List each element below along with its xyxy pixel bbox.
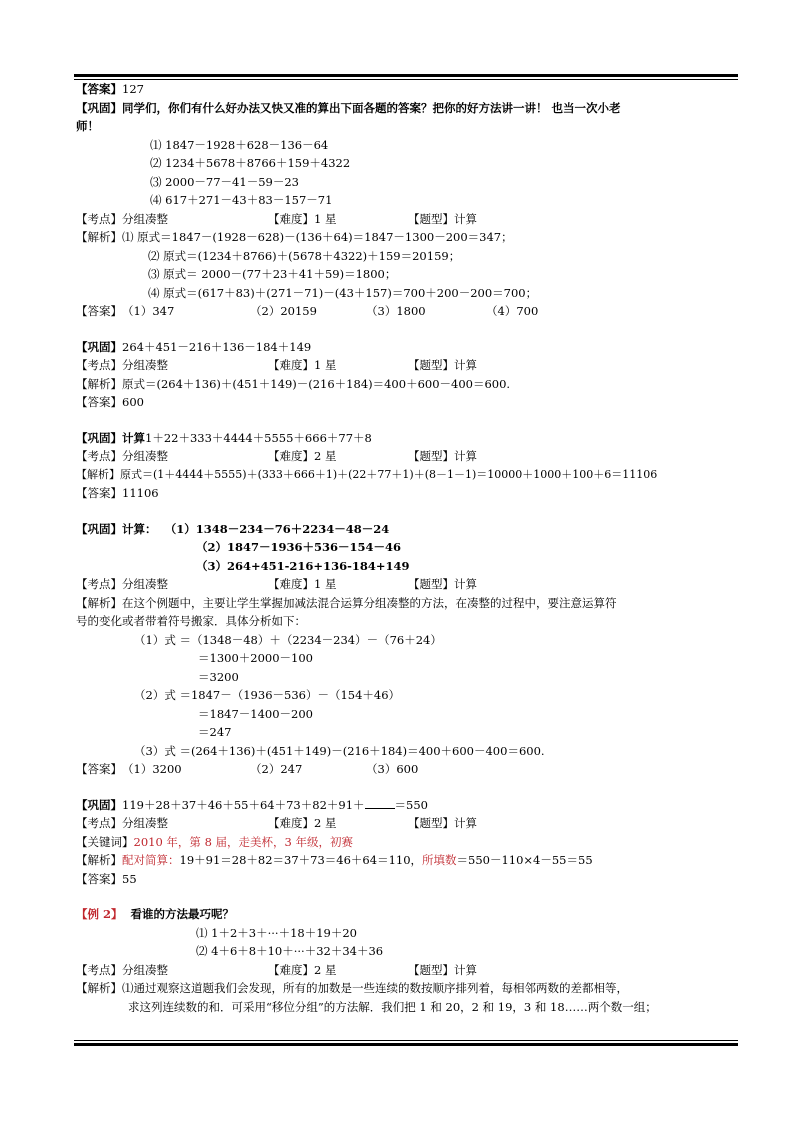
b1-item-3: ⑶ 2000－77－41－59－23 (150, 174, 299, 189)
b4-meta: 【考点】分组凑整 【难度】1 星 【题型】计算 (76, 577, 477, 591)
b5-solution: 【解析】配对简算：19＋91＝28＋82＝37＋73＝46＋64＝110，所填数＝550－110×4－55＝55 (76, 853, 593, 867)
b4-solution-intro-1: 【解析】在这个例题中，主要让学生掌握加减法混合运算分组凑整的方法，在凑整的过程中，要注意运算符 (76, 595, 617, 610)
b1-item-2: ⑵ 1234＋5678＋8766＋159＋4322 (150, 156, 351, 170)
ex2-solution-2: 求这列连续数的和．可采用“移位分组”的方法解．我们把 1 和 20，2 和 19，3 和 18……两个数一组； (128, 999, 657, 1014)
b4-answers: 【答案】（1）3200 （2）247 （3）600 (76, 762, 419, 776)
b1-item-4: ⑷ 617＋271－43＋83－157－71 (150, 193, 333, 207)
page-content (76, 80, 742, 1016)
b1-solution-1: 【解析】⑴ 原式＝1847－(1928－628)－(136＋64)＝1847－1300－200＝347； (76, 230, 513, 244)
b1-question-line2: 师！ (76, 119, 99, 133)
ex2-question: 【例 2】 看谁的方法最巧呢？ (76, 907, 235, 921)
b2-question: 【巩固】264＋451－216＋136－184＋149 (76, 339, 312, 354)
b4-item-2: （2）1847－1936＋536－154－46 (196, 540, 402, 554)
b1-solution-2: ⑵ 原式＝(1234＋8766)＋(5678＋4322)＋159＝20159； (148, 248, 461, 263)
b2-meta: 【考点】分组凑整 【难度】1 星 【题型】计算 (76, 358, 477, 372)
top-answer-line: 【答案】127 (76, 82, 144, 96)
header-rule-thick (74, 74, 738, 77)
b1-item-1: ⑴ 1847－1928＋628－136－64 (150, 137, 329, 152)
b3-meta: 【考点】分组凑整 【难度】2 星 【题型】计算 (76, 449, 477, 463)
b4-sol-2b: ＝1847－1400－200 (198, 706, 313, 721)
b1-question-line1: 【巩固】同学们，你们有什么好办法又快又准的算出下面各题的答案？把你的好方法讲一讲！ 也当一次小老 (76, 100, 621, 115)
footer-rule-thick (74, 1043, 738, 1046)
b1-meta: 【考点】分组凑整 【难度】1 星 【题型】计算 (76, 211, 477, 226)
b3-question: 【巩固】计算1＋22＋333＋4444＋5555＋666＋77＋8 (76, 430, 372, 445)
b1-answers: 【答案】（1）347 （2）20159 （3）1800 （4）700 (76, 304, 539, 318)
b5-question: 【巩固】119＋28＋37＋46＋55＋64＋73＋82＋91＋ ＝550 (76, 797, 428, 812)
b4-sol-3: （3）式 ＝(264＋136)＋(451＋149)－(216＋184)＝400＋600－400＝600. (134, 743, 545, 758)
ex2-solution-1: 【解析】⑴通过观察这道题我们会发现，所有的加数是一些连续的数按顺序排列着，每相邻两数的差都相等， (76, 981, 628, 995)
b4-sol-1a: （1）式 ＝（1348－48）＋（2234－234）－（76＋24） (134, 632, 442, 647)
b4-sol-1b: ＝1300＋2000－100 (198, 651, 313, 665)
b4-question: 【巩固】计算： （1）1348－234－76＋2234－48－24 (76, 521, 390, 536)
ex2-item-1: ⑴ 1＋2＋3＋···＋18＋19＋20 (196, 925, 357, 940)
b4-sol-1c: ＝3200 (198, 669, 239, 684)
ex2-item-2: ⑵ 4＋6＋8＋10＋···＋32＋34＋36 (196, 944, 384, 958)
b4-solution-intro-2: 号的变化或者带着符号搬家．具体分析如下： (76, 614, 306, 628)
b5-meta: 【考点】分组凑整 【难度】2 星 【题型】计算 (76, 816, 477, 830)
b3-answer: 【答案】11106 (76, 486, 159, 500)
b1-solution-4: ⑷ 原式＝(617＋83)＋(271－71)－(43＋157)＝700＋200－200＝700； (148, 285, 538, 300)
b4-item-3: （3）264+451-216+136-184+149 (196, 558, 410, 573)
b2-solution: 【解析】原式＝(264＋136)＋(451＋149)－(216＋184)＝400＋600－400＝600. (76, 376, 511, 391)
b4-sol-2a: （2）式 ＝1847－（1936－536）－（154＋46） (134, 688, 401, 702)
b2-answer: 【答案】600 (76, 395, 144, 409)
b1-solution-3: ⑶ 原式＝ 2000－(77＋23＋41＋59)＝1800； (148, 267, 397, 281)
fill-blank (365, 798, 395, 809)
ex2-meta: 【考点】分组凑整 【难度】2 星 【题型】计算 (76, 962, 477, 977)
b3-solution: 【解析】原式＝(1＋4444＋5555)＋(333＋666＋1)＋(22＋77＋1)＋(8－1－1)＝10000＋1000＋100＋6＝11106 (76, 467, 658, 481)
b5-keyword: 【关键词】2010 年，第 8 届，走美杯，3 年级，初赛 (76, 834, 354, 849)
b5-answer: 【答案】55 (76, 871, 137, 886)
footer-rule-thin (74, 1040, 738, 1041)
b4-sol-2c: ＝247 (198, 725, 232, 739)
